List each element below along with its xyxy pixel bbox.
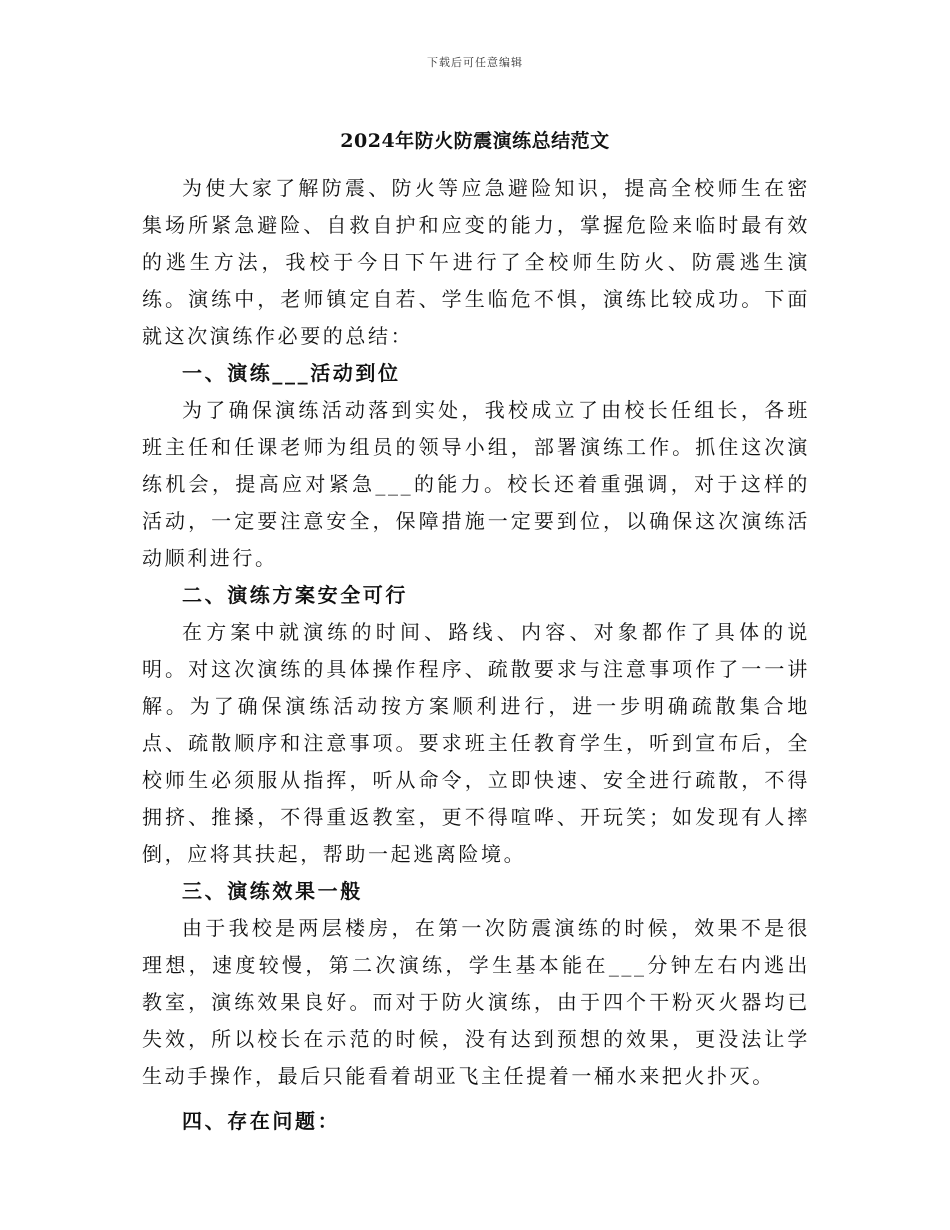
- document-body: [142, 170, 810, 1140]
- intro-paragraph: 为使大家了解防震、防火等应急避险知识，提高全校师生在密集场所紧急避险、自救自护和应变的能力，掌握危险来临时最有效的逃生方法，我校于今日下午进行了全校师生防火、防震逃生演练。演练中，老师镇定自若、学生临危不惧，演练比较成功。下面就这次演练作必要的总结：: [142, 176, 810, 348]
- section-2-paragraph: 在方案中就演练的时间、路线、内容、对象都作了具体的说明。对这次演练的具体操作程序、疏散要求与注意事项作了一一讲解。为了确保演练活动按方案顺利进行，进一步明确疏散集合地点、疏散顺序和注意事项。要求班主任教育学生，听到宣布后，全校师生必须服从指挥，听从命令，立即快速、安全进行疏散，不得拥挤、推搡，不得重返教室，更不得喧哗、开玩笑；如发现有人摔倒，应将其扶起，帮助一起逃离险境。: [142, 620, 810, 866]
- section-1-paragraph: 为了确保演练活动落到实处，我校成立了由校长任组长，各班班主任和任课老师为组员的领导小组，部署演练工作。抓住这次演练机会，提高应对紧急___的能力。校长还着重强调，对于这样的活动，一定要注意安全，保障措施一定要到位，以确保这次演练活动顺利进行。: [142, 398, 810, 570]
- section-heading-2: 二、演练方案安全可行: [182, 583, 408, 607]
- section-heading-4: 四、存在问题：: [182, 1109, 341, 1133]
- section-heading-3: 三、演练效果一般: [182, 879, 363, 903]
- document-title: 2024年防火防震演练总结范文: [340, 130, 610, 152]
- section-heading-1: 一、演练___活动到位: [182, 361, 401, 385]
- section-3-paragraph: 由于我校是两层楼房，在第一次防震演练的时候，效果不是很理想，速度较慢，第二次演练，学生基本能在___分钟左右内逃出教室，演练效果良好。而对于防火演练，由于四个干粉灭火器均已失效，所以校长在示范的时候，没有达到预想的效果，更没法让学生动手操作，最后只能看着胡亚飞主任提着一桶水来把火扑灭。: [142, 916, 810, 1088]
- header-note: 下载后可任意编辑: [427, 56, 523, 69]
